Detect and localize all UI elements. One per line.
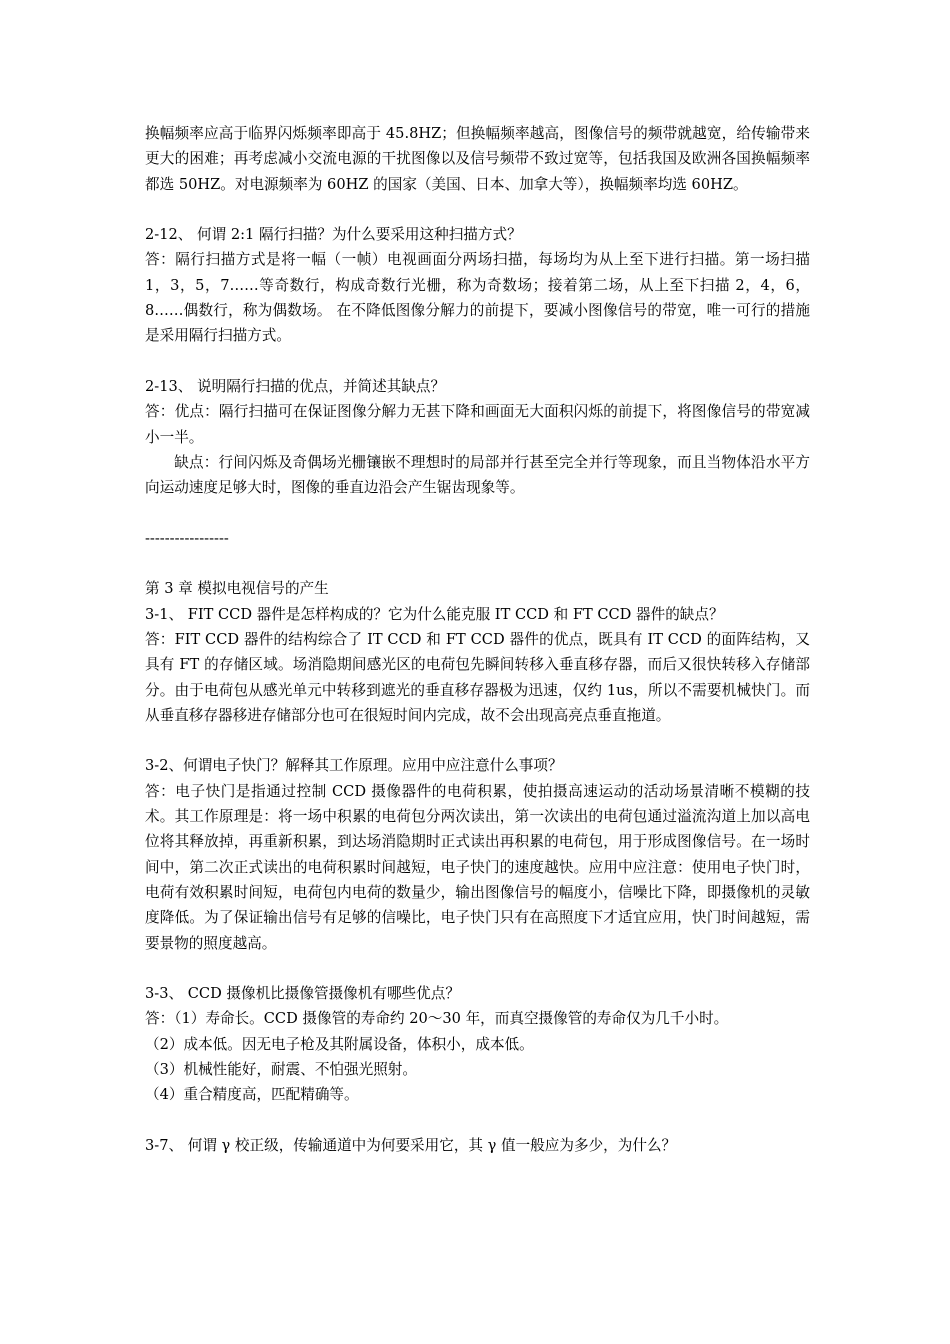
paragraph: 2-13、 说明隔行扫描的优点，并简述其缺点？ — [145, 377, 446, 395]
blank-line — [145, 500, 810, 525]
blank-line — [145, 1108, 810, 1133]
paragraph: 2-12、 何谓 2:1 隔行扫描？为什么要采用这种扫描方式？ — [145, 226, 522, 244]
paragraph: 第 3 章 模拟电视信号的产生 — [145, 580, 329, 598]
paragraph: 答：FIT CCD 器件的结构综合了 IT CCD 和 FT CCD 器件的优点，既具有 IT CCD 的面阵结构，又具有 FT 的存储区域。场消隐期间感光区的电荷包先瞬间转移入垂直移存器，而后又很快转移入存储部分。由于电荷包从感光单元中转移到遮光的垂直移存器极为迅速，仅约 1us，所以不需要机械快门。而从垂直移存器移进存储部分也可在很短时间内完成，故不会出现高亮点垂直拖道。 — [145, 630, 810, 724]
paragraph: 缺点：行间闪烁及奇偶场光栅镶嵌不理想时的局部并行甚至完全并行等现象，而且当物体沿水平方向运动速度足够大时，图像的垂直边沿会产生锯齿现象等。 — [145, 453, 810, 497]
blank-line — [145, 349, 810, 374]
paragraph: （4）重合精度高，匹配精确等。 — [145, 1086, 359, 1104]
paragraph: 3-1、 FIT CCD 器件是怎样构成的？它为什么能克服 IT CCD 和 FT CCD 器件的缺点？ — [145, 605, 724, 623]
paragraph: 答：优点：隔行扫描可在保证图像分解力无甚下降和画面无大面积闪烁的前提下，将图像信号的带宽减小一半。 — [145, 403, 810, 446]
paragraph: 3-7、 何谓 γ 校正级，传输通道中为何要采用它，其 γ 值一般应为多少，为什么？ — [145, 1136, 677, 1154]
paragraph: 3-2、何谓电子快门？解释其工作原理。应用中应注意什么事项？ — [145, 757, 563, 775]
blank-line — [145, 728, 810, 753]
paragraph: （3）机械性能好，耐震、不怕强光照射。 — [145, 1060, 417, 1078]
paragraph: 答：电子快门是指通过控制 CCD 摄像器件的电荷积累，使拍摄高速运动的活动场景清晰不模糊的技术。其工作原理是：将一场中积累的电荷包分两次读出，第一次读出的电荷包通过溢流沟道上加以高电位将其释放掉，再重新积累，到达场消隐期时正式读出再积累的电荷包，用于形成图像信号。在一场时间中，第二次正式读出的电荷积累时间越短，电子快门的速度越快。应用中应注意：使用电子快门时，电荷有效积累时间短，电荷包内电荷的数量少，输出图像信号的幅度小，信噪比下降，即摄像机的灵敏度降低。为了保证输出信号有足够的信噪比，电子快门只有在高照度下才适宜应用，快门时间越短，需要景物的照度越高。 — [145, 782, 810, 952]
paragraph: 换幅频率应高于临界闪烁频率即高于 45.8HZ；但换幅频率越高，图像信号的频带就越宽，给传输带来更大的困难；再考虑减小交流电源的干扰图像以及信号频带不致过宽等，包括我国及欧洲各国换幅频率都选 50HZ。对电源频率为 60HZ 的国家（美国、日本、加拿大等），换幅频率均选 60HZ。 — [145, 125, 810, 193]
paragraph: 3-3、 CCD 摄像机比摄像管摄像机有哪些优点？ — [145, 985, 460, 1003]
blank-line — [145, 551, 810, 576]
paragraph: （2）成本低。因无电子枪及其附属设备，体积小，成本低。 — [145, 1035, 534, 1053]
document-page — [145, 121, 810, 1158]
paragraph: 答：（1）寿命长。CCD 摄像管的寿命约 20～30 年，而真空摄像管的寿命仅为几千小时。 — [145, 1010, 729, 1028]
blank-line — [145, 197, 810, 222]
paragraph: ----------------- — [145, 529, 229, 547]
blank-line — [145, 956, 810, 981]
paragraph: 答：隔行扫描方式是将一幅（一帧）电视画面分两场扫描，每场均为从上至下进行扫描。第一场扫描 1，3，5，7……等奇数行，构成奇数行光栅，称为奇数场；接着第二场，从上至下扫描 2，4，6，8……偶数行，称为偶数场。 在不降低图像分解力的前提下，要减小图像信号的带宽，唯一可行的措施是采用隔行扫描方式。 — [145, 251, 810, 345]
